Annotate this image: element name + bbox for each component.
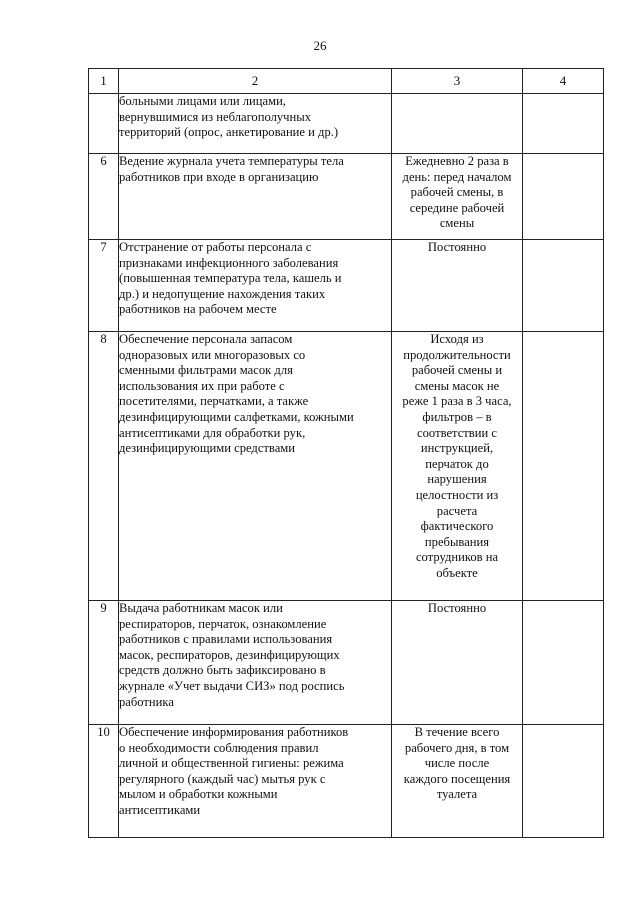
frequency-line: объекте — [436, 565, 478, 580]
frequency-line: середине рабочей — [409, 200, 505, 215]
frequency-line: день: перед началом — [402, 169, 512, 184]
frequency-line: В течение всего — [414, 725, 500, 739]
row-number: 10 — [89, 725, 119, 838]
description-line: масок, респираторов, дезинфицирующих — [119, 647, 340, 662]
description-line: больными лицами или лицами, — [119, 94, 286, 108]
description-line: признаками инфекционного заболевания — [119, 255, 339, 270]
description-line: работника — [119, 694, 174, 709]
description-line: работников с правилами использования — [119, 632, 333, 647]
column-header-3: 3 — [392, 69, 523, 94]
frequency-line: туалета — [436, 787, 478, 802]
description-line: территорий (опрос, анкетирование и др.) — [119, 125, 339, 140]
column-header-2: 2 — [119, 69, 392, 94]
frequency-line: рабочей смены, в — [410, 185, 504, 200]
frequency-line: расчета — [436, 503, 478, 518]
row-number: 8 — [89, 332, 119, 601]
frequency-line: перчаток до — [425, 456, 489, 471]
row-number — [89, 94, 119, 154]
frequency-line: фактического — [420, 519, 494, 534]
table-row — [89, 601, 604, 725]
measure-description — [119, 332, 392, 601]
frequency-line: целостности из — [415, 487, 499, 502]
measure-frequency — [392, 332, 523, 601]
description-line: журнале «Учет выдачи СИЗ» под роспись — [119, 678, 345, 693]
description-line: мылом и обработки кожными — [119, 787, 278, 802]
measure-note — [523, 725, 604, 838]
description-line: Обеспечение персонала запасом — [119, 332, 293, 346]
measure-description — [119, 94, 392, 154]
column-header-4: 4 — [523, 69, 604, 94]
frequency-line: соответствии с — [417, 425, 497, 440]
measure-note — [523, 154, 604, 240]
description-line: (повышенная температура тела, кашель и — [119, 271, 342, 286]
row-number: 9 — [89, 601, 119, 725]
description-line: посетителями, перчатками, а также — [119, 394, 309, 409]
description-line: использования их при работе с — [119, 378, 285, 393]
measure-description — [119, 154, 392, 240]
header-row — [89, 69, 604, 94]
table-body — [89, 94, 604, 838]
table-row — [89, 725, 604, 838]
measure-note — [523, 332, 604, 601]
frequency-line: числе после — [424, 756, 490, 771]
measure-note — [523, 601, 604, 725]
page-number: 26 — [313, 38, 327, 53]
frequency-line: рабочего дня, в том — [404, 740, 510, 755]
frequency-line: продолжительности — [403, 347, 511, 362]
description-line: респираторов, перчаток, ознакомление — [119, 616, 327, 631]
description-line: о необходимости соблюдения правил — [119, 740, 319, 755]
measure-description — [119, 725, 392, 838]
description-line: средств должно быть зафиксировано в — [119, 663, 326, 678]
description-line: работников на рабочем месте — [119, 302, 277, 317]
frequency-line: фильтров – в — [422, 409, 492, 424]
frequency-line: смены — [439, 216, 475, 231]
description-line: Выдача работникам масок или — [119, 601, 283, 615]
measure-description — [119, 601, 392, 725]
description-line: личной и общественной гигиены: режима — [119, 756, 344, 771]
table-row — [89, 240, 604, 332]
table-row — [89, 154, 604, 240]
description-line: антисептиками для обработки рук, — [119, 425, 306, 440]
description-line: Обеспечение информирования работников — [119, 725, 349, 739]
measure-frequency — [392, 94, 523, 154]
description-line: антисептиками — [119, 802, 201, 817]
measure-description — [119, 240, 392, 332]
frequency-line: Исходя из — [430, 332, 484, 346]
frequency-line: инструкцией, — [420, 441, 494, 456]
frequency-line: Ежедневно 2 раза в — [405, 154, 509, 168]
table-row — [89, 94, 604, 154]
description-line: регулярного (каждый час) мытья рук с — [119, 771, 326, 786]
frequency-line: нарушения — [427, 472, 487, 487]
frequency-line: Постоянно — [427, 240, 487, 254]
description-line: вернувшимися из неблагополучных — [119, 109, 312, 124]
frequency-line: Постоянно — [427, 601, 487, 615]
description-line: др.) и недопущение нахождения таких — [119, 286, 326, 301]
description-line: одноразовых или многоразовых со — [119, 347, 306, 362]
description-line: сменными фильтрами масок для — [119, 363, 293, 378]
measure-note — [523, 94, 604, 154]
measure-note — [523, 240, 604, 332]
measure-frequency — [392, 601, 523, 725]
description-line: дезинфицирующими средствами — [119, 441, 296, 456]
description-line: работников при входе в организацию — [119, 169, 319, 184]
frequency-line: смены масок не — [414, 378, 500, 393]
measure-frequency — [392, 725, 523, 838]
frequency-line: реже 1 раза в 3 часа, — [402, 394, 512, 409]
row-number: 7 — [89, 240, 119, 332]
description-line: дезинфицирующими салфетками, кожными — [119, 409, 354, 424]
description-line: Отстранение от работы персонала с — [119, 240, 312, 254]
frequency-line: рабочей смены и — [411, 363, 503, 378]
measure-frequency — [392, 240, 523, 332]
frequency-line: каждого посещения — [403, 771, 511, 786]
row-number: 6 — [89, 154, 119, 240]
frequency-line: пребывания — [424, 534, 490, 549]
table-row — [89, 332, 604, 601]
measure-frequency — [392, 154, 523, 240]
frequency-line: сотрудников на — [415, 550, 499, 565]
description-line: Ведение журнала учета температуры тела — [119, 154, 344, 168]
column-header-1: 1 — [89, 69, 119, 94]
measures-table — [88, 68, 604, 838]
